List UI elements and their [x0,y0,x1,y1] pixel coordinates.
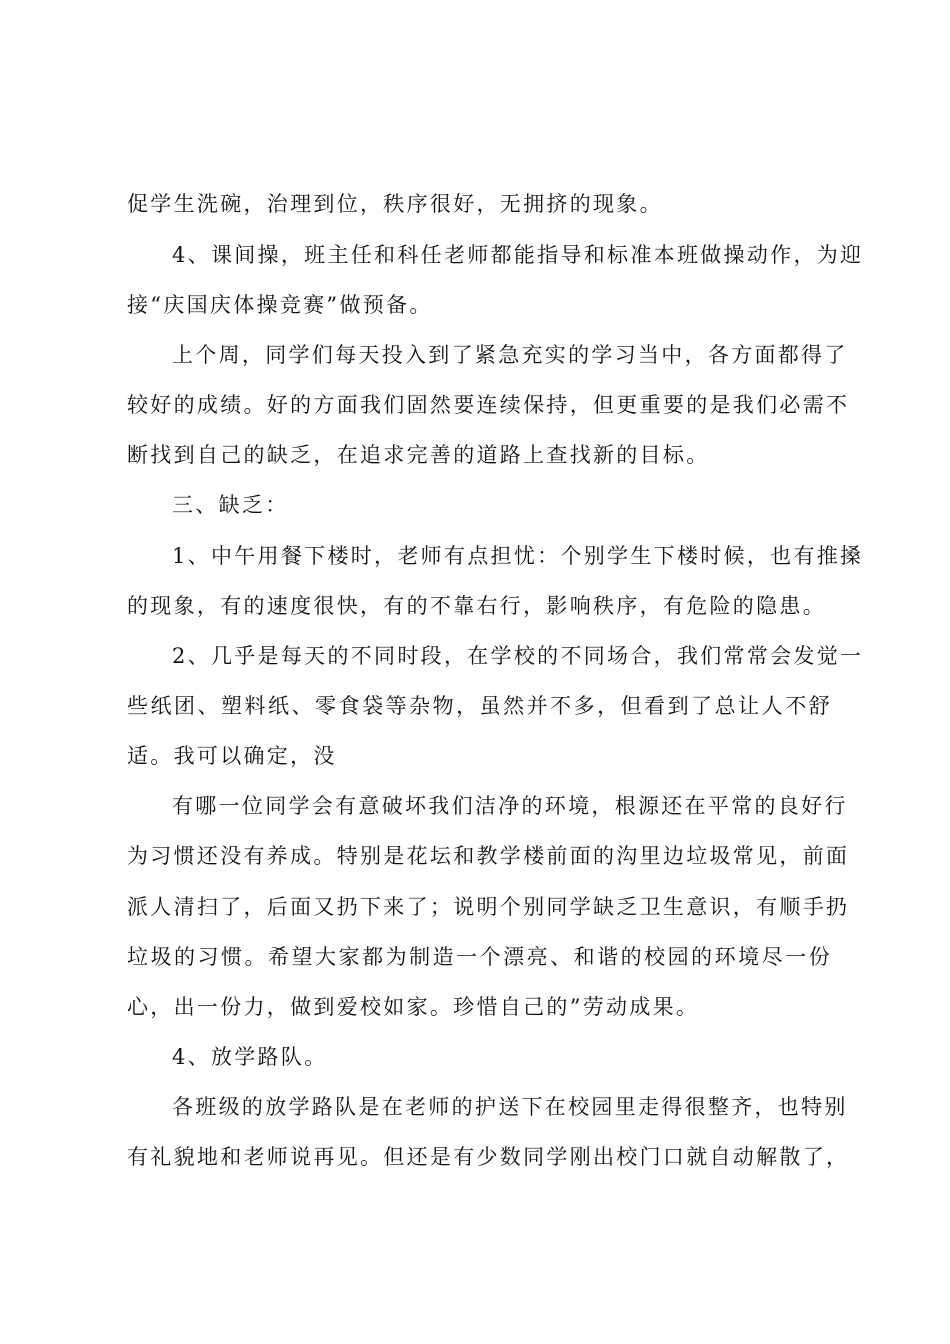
paragraph-line: 适。我可以确定，没 [127,744,337,768]
paragraph-line: 较好的成绩。好的方面我们固然要连续保持，但更重要的是我们必需不 [127,393,850,417]
paragraph-line: 的现象，有的速度很快，有的不靠右行，影响秩序，有危险的隐患。 [127,594,826,618]
section-heading: 4、放学路队。 [172,1045,328,1069]
paragraph-line: 1、中午用餐下楼时，老师有点担忧：个别学生下楼时候，也有推搡 [172,544,864,568]
paragraph-line: 有哪一位同学会有意破坏我们洁净的环境，根源还在平常的良好行 [172,794,848,818]
paragraph-line: 派人清扫了，后面又扔下来了；说明个别同学缺乏卫生意识，有顺手扔 [127,895,850,919]
paragraph-line: 接“庆国庆体操竞赛”做预备。 [127,293,433,317]
section-heading: 三、缺乏： [172,493,289,517]
paragraph-line: 垃圾的习惯。希望大家都为制造一个漂亮、和谐的校园的环境尽一份 [127,945,832,969]
paragraph-line: 断找到自己的缺乏，在追求完善的道路上查找新的目标。 [127,443,710,467]
paragraph-line: 些纸团、塑料纸、零食袋等杂物，虽然并不多，但看到了总让人不舒 [127,694,832,718]
paragraph-line: 心，出一份力，做到爱校如家。珍惜自己的”劳动成果。 [127,995,700,1019]
paragraph-line: 2、几乎是每天的不同时段，在学校的不同场合，我们常常会发觉一 [172,644,864,668]
paragraph-line: 4、课间操，班主任和科任老师都能指导和标准本班做操动作，为迎 [172,243,864,267]
paragraph-line: 为习惯还没有养成。特别是花坛和教学楼前面的沟里边垃圾常见，前面 [127,844,850,868]
paragraph-line: 促学生洗碗，治理到位，秩序很好，无拥挤的现象。 [127,192,663,216]
paragraph-line: 各班级的放学路队是在老师的护送下在校园里走得很整齐，也特别 [172,1095,848,1119]
paragraph-line: 上个周，同学们每天投入到了紧急充实的学习当中，各方面都得了 [172,343,848,367]
paragraph-line: 有礼貌地和老师说再见。但还是有少数同学刚出校门口就自动解散了， [127,1145,850,1169]
